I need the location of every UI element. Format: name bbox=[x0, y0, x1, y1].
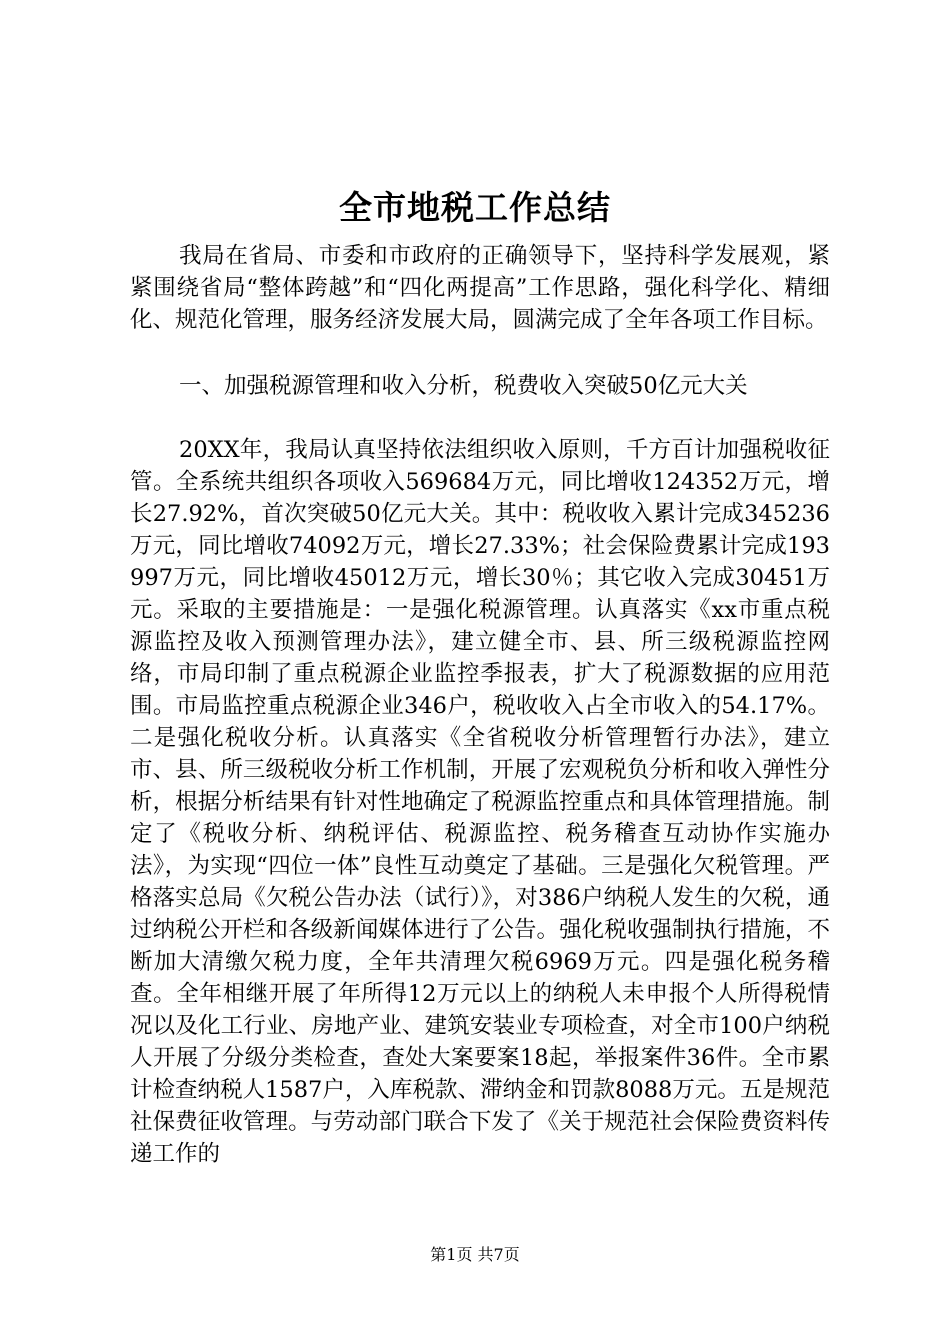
document-title: 全市地税工作总结 bbox=[339, 188, 611, 227]
section-heading: 一、加强税源管理和收入分析，税费收入突破50亿元大关 bbox=[179, 373, 748, 399]
intro-paragraph: 我局在省局、市委和市政府的正确领导下，坚持科学发展观，紧紧围绕省局“整体跨越”和“四化两提高”工作思路，强化科学化、精细化、规范化管理，服务经济发展大局，圆满完成了全年各项工作目标。 bbox=[130, 243, 830, 333]
body-paragraph: 20XX年，我局认真坚持依法组织收入原则，千方百计加强税收征管。全系统共组织各项收入569684万元，同比增收124352万元，增长27.92%，首次突破50亿元大关。其中：税收收入累计完成345236万元，同比增收74092万元，增长27.33%；社会保险费累计完成193997万元，同比增收45012万元，增长30％；其它收入完成30451万元。采取的主要措施是：一是强化税源管理。认真落实《xx市重点税源监控及收入预测管理办法》，建立健全市、县、所三级税源监控网络，市局印制了重点税源企业监控季报表，扩大了税源数据的应用范围。市局监控重点税源企业346户，税收收入占全市收入的54.17%。二是强化税收分析。认真落实《全省税收分析管理暂行办法》，建立市、县、所三级税收分析工作机制，开展了宏观税负分析和收入弹性分析，根据分析结果有针对性地确定了税源监控重点和具体管理措施。制定了《税收分析、纳税评估、税源监控、税务稽查互动协作实施办法》，为实现“四位一体”良性互动奠定了基础。三是强化欠税管理。严格落实总局《欠税公告办法（试行）》，对386户纳税人发生的欠税，通过纳税公开栏和各级新闻媒体进行了公告。强化税收强制执行措施，不断加大清缴欠税力度，全年共清理欠税6969万元。四是强化税务稽查。全年相继开展了年所得12万元以上的纳税人未申报个人所得税情况以及化工行业、房地产业、建筑安装业专项检查，对全市100户纳税人开展了分级分类检查，查处大案要案18起，举报案件36件。全市累计检查纳税人1587户，入库税款、滞纳金和罚款8088万元。五是规范社保费征收管理。与劳动部门联合下发了《关于规范社会保险费资料传递工作的 bbox=[130, 437, 830, 1167]
page-number-footer: 第1页 共7页 bbox=[430, 1245, 520, 1264]
